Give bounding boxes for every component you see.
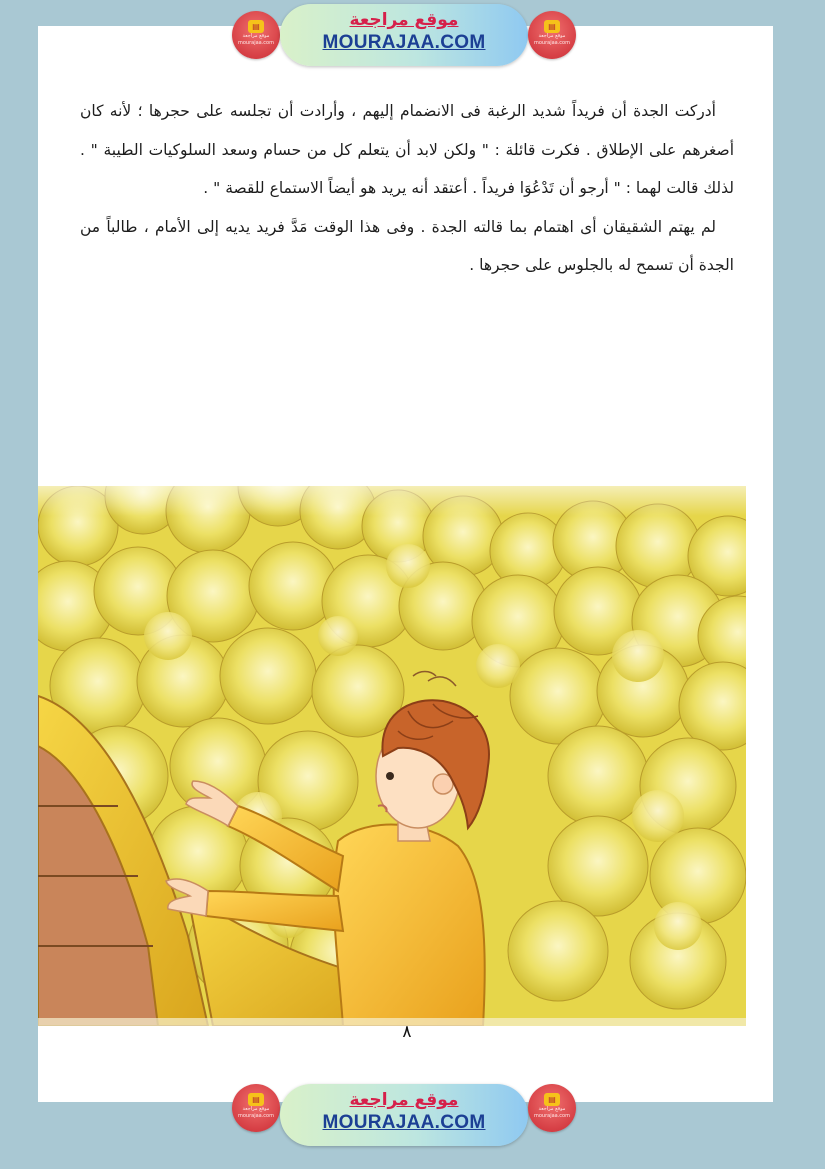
logo-icon: ▤ [248, 20, 264, 33]
logo-icon: ▤ [544, 1093, 560, 1106]
site-name-arabic[interactable]: موقع مراجعة [349, 1090, 459, 1110]
site-name-english[interactable]: MOURAJAA.COM [322, 32, 486, 53]
story-illustration [38, 336, 746, 1026]
site-name-arabic[interactable]: موقع مراجعة [349, 10, 459, 30]
story-paragraph-2: لم يهتم الشقيقان أى اهتمام بما قالته الجدة . وفى هذا الوقت مَدَّ فريد يديه إلى الأمام ، طالباً من الجدة أن تسمح له بالجلوس على حجرها . [80, 217, 734, 274]
site-logo-badge-right-bottom: ▤ موقع مراجعة mourajaa.com [528, 1084, 576, 1132]
story-paragraph-1: أدركت الجدة أن فريداً شديد الرغبة فى الانضمام إليهم ، وأرادت أن تجلسه على حجرها ؛ لأنه كان أصغرهم على الإطلاق . فكرت قائلة : " ولكن لابد أن يتعلم كل من حسام وسعد السلوكيات الطيبة " . لذلك قالت لهما : " أرجو أن تَدْعُوَا فريداً . أعتقد أنه يريد هو أيضاً الاستماع للقصة " . [80, 102, 734, 197]
logo-icon: ▤ [544, 20, 560, 33]
page-number: ٨ [402, 1022, 412, 1042]
site-logo-badge-left-top: ▤ موقع مراجعة mourajaa.com [232, 11, 280, 59]
site-banner-top[interactable] [280, 4, 528, 66]
site-banner-bottom[interactable] [280, 1084, 528, 1146]
logo-icon: ▤ [248, 1093, 264, 1106]
story-text [80, 92, 734, 285]
site-logo-badge-right-top: ▤ موقع مراجعة mourajaa.com [528, 11, 576, 59]
site-name-english[interactable]: MOURAJAA.COM [322, 1112, 486, 1133]
site-logo-badge-left-bottom: ▤ موقع مراجعة mourajaa.com [232, 1084, 280, 1132]
